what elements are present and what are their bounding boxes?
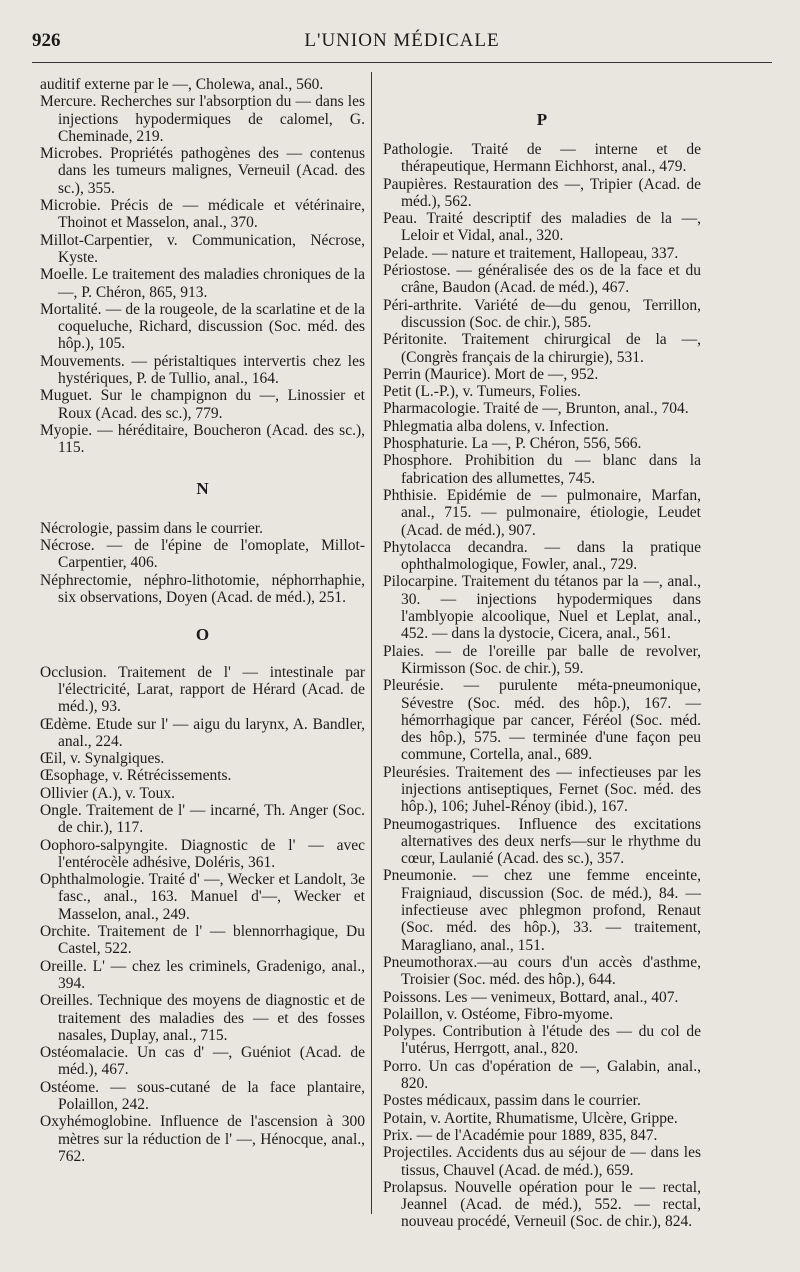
index-entry: Phytolacca decandra. — dans la pratique ophthalmologique, Fowler, anal., 729. bbox=[383, 538, 701, 574]
section-letter-p: P bbox=[536, 110, 548, 129]
index-entry: Plaies. — de l'oreille par balle de revolver, Kirmisson (Soc. de chir.), 59. bbox=[383, 642, 701, 677]
index-entry: Petit (L.-P.), v. Tumeurs, Folies. bbox=[383, 383, 581, 401]
index-entry: Pleurésies. Traitement des — infectieuses par les injections antiseptiques, Fernet (Soc. méd. des hôp.), 106; Juhel-Rénoy (ibid.), 167. bbox=[383, 763, 701, 816]
index-entry: Oophoro-salpyngite. Diagnostic de l' — avec l'entérocèle adhésive, Doléris, 361. bbox=[40, 836, 365, 871]
index-entry: Porro. Un cas d'opération de —, Galabin, anal., 820. bbox=[383, 1057, 701, 1093]
right-column bbox=[383, 141, 701, 1231]
index-entry: Pneumonie. — chez une femme enceinte, Fraigniaud, discussion (Soc. de méd.), 84. — infectieuse avec phlegmon profond, Renaut (Soc. méd. des hôp.), 33. — traitement, Maragliano, anal., 151. bbox=[383, 867, 701, 954]
index-entry: Pleurésie. — purulente méta-pneumonique, Sévestre (Soc. méd. des hôp.), 167. —hémorrhagique par cancer, Féréol (Soc. méd. des hôp.), 575. — terminée d'une façon peu commune, Cortella, anal., 689. bbox=[383, 677, 701, 764]
index-entry: Mortalité. — de la rougeole, de la scarlatine et de la coqueluche, Richard, discussion (Soc. méd. des hôp.), 105. bbox=[40, 300, 365, 353]
index-entry: Prix. — de l'Académie pour 1889, 835, 847. bbox=[383, 1126, 658, 1144]
index-entry: auditif externe par le —, Cholewa, anal., 560. bbox=[40, 76, 324, 93]
index-entry: Péri-arthrite. Variété de—du genou, Terrillon, discussion (Soc. de chir.), 585. bbox=[383, 296, 701, 331]
running-title: L'UNION MÉDICALE bbox=[304, 30, 500, 51]
index-entry: Myopie. — héréditaire, Boucheron (Acad. des sc.), 115. bbox=[40, 421, 365, 457]
index-entry: Mouvements. — péristaltiques intervertis chez les hystériques, P. de Tullio, anal., 164. bbox=[40, 352, 365, 388]
index-entry: Oreille. L' — chez les criminels, Gradenigo, anal., 394. bbox=[40, 957, 365, 992]
index-entry: Oxyhémoglobine. Influence de l'ascension à 300 mètres sur la réduction de l' —, Hénocque, anal., 762. bbox=[40, 1113, 365, 1165]
index-section-p bbox=[383, 141, 701, 1231]
index-entry: Œdème. Etude sur l' — aigu du larynx, A. Bandler, anal., 224. bbox=[40, 715, 365, 750]
index-entry: Pelade. — nature et traitement, Hallopeau, 337. bbox=[383, 244, 679, 262]
index-entry: Ongle. Traitement de l' — incarné, Th. Anger (Soc. de chir.), 117. bbox=[40, 801, 365, 837]
index-entry: Phthisie. Epidémie de — pulmonaire, Marfan, anal., 715. — pulmonaire, étiologie, Leudet (Acad. de méd.), 907. bbox=[383, 486, 701, 539]
index-entry: Mercure. Recherches sur l'absorption du — dans les injections hypodermiques de calomel, G. Cheminade, 219. bbox=[40, 93, 365, 145]
index-entry: Polaillon, v. Ostéome, Fibro-myome. bbox=[383, 1005, 614, 1023]
index-entry: Phosphaturie. La —, P. Chéron, 556, 566. bbox=[383, 435, 642, 453]
section-letter-n: N bbox=[196, 478, 209, 498]
index-entry: Néphrectomie, néphro-lithotomie, néphorrhaphie, six observations, Doyen (Acad. de méd.), 251. bbox=[40, 571, 365, 607]
index-entry: Occlusion. Traitement de l' — intestinale par l'électricité, Larat, rapport de Hérard (Acad. de méd.), 93. bbox=[40, 663, 365, 716]
index-entry: Œil, v. Synalgiques. bbox=[40, 750, 165, 768]
index-entry: Peau. Traité descriptif des maladies de la —, Leloir et Vidal, anal., 320. bbox=[383, 210, 701, 245]
index-entry: Perrin (Maurice). Mort de —, 952. bbox=[383, 365, 599, 383]
index-entry: Postes médicaux, passim dans le courrier. bbox=[383, 1092, 641, 1110]
index-entry: Paupières. Restauration des —, Tripier (Acad. de méd.), 562. bbox=[383, 175, 701, 210]
index-entry: Périostose. — généralisée des os de la face et du crâne, Baudon (Acad. de méd.), 467. bbox=[383, 262, 701, 297]
index-entry: Nécrologie, passim dans le courrier. bbox=[40, 519, 263, 537]
index-entry: Ostéome. — sous-cutané de la face plantaire, Polaillon, 242. bbox=[40, 1078, 365, 1114]
index-entry: Projectiles. Accidents dus au séjour de — dans les tissus, Chauvel (Acad. de méd.), 659. bbox=[383, 1144, 701, 1179]
index-entry: Microbes. Propriétés pathogènes des — contenus dans les tumeurs malignes, Verneuil (Acad. des sc.), 355. bbox=[40, 145, 365, 197]
index-entry: Pneumothorax.—au cours d'un accès d'asthme, Troisier (Soc. méd. des hôp.), 644. bbox=[383, 953, 701, 989]
index-entry: Orchite. Traitement de l' — blennorrhagique, Du Castel, 522. bbox=[40, 923, 365, 958]
index-entry: Phosphore. Prohibition du — blanc dans la fabrication des allumettes, 745. bbox=[383, 452, 701, 487]
index-entry: Moelle. Le traitement des maladies chroniques de la —, P. Chéron, 865, 913. bbox=[40, 266, 365, 301]
index-entry: Œsophage, v. Rétrécissements. bbox=[40, 767, 232, 785]
index-section-o bbox=[40, 664, 365, 1166]
header-rule bbox=[32, 62, 772, 63]
index-entry: Péritonite. Traitement chirurgical de la —, (Congrès français de la chirurgie), 531. bbox=[383, 331, 701, 366]
index-entry: Nécrose. — de l'épine de l'omoplate, Millot-Carpentier, 406. bbox=[40, 537, 365, 572]
page-header bbox=[32, 28, 772, 54]
index-entry: Pilocarpine. Traitement du tétanos par la —, anal., 30. — injections hypodermiques dans l'amblyopie alcoolique, Nuel et Leplat, anal., 452. — dans la dystocie, Cicera, anal., 561. bbox=[383, 573, 701, 643]
index-entry: Phlegmatia alba dolens, v. Infection. bbox=[383, 417, 609, 435]
index-entry: Microbie. Précis de — médicale et vétérinaire, Thoinot et Masselon, anal., 370. bbox=[40, 197, 365, 232]
index-entry: Pharmacologie. Traité de —, Brunton, anal., 704. bbox=[383, 400, 689, 418]
index-entry: Ollivier (A.), v. Toux. bbox=[40, 784, 175, 802]
index-entry: Millot-Carpentier, v. Communication, Nécrose, Kyste. bbox=[40, 231, 365, 266]
index-entry: Pathologie. Traité de — interne et de thérapeutique, Hermann Eichhorst, anal., 479. bbox=[383, 141, 701, 176]
index-entry: Poissons. Les — venimeux, Bottard, anal., 407. bbox=[383, 988, 679, 1006]
page-number: 926 bbox=[32, 30, 61, 51]
section-letter-o: O bbox=[195, 625, 210, 645]
left-column bbox=[40, 76, 365, 1165]
index-entry: Ophthalmologie. Traité d' —, Wecker et Landolt, 3e fasc., anal., 163. Manuel d'—, Wecker et Masselon, anal., 249. bbox=[40, 871, 365, 923]
column-divider bbox=[371, 72, 372, 1214]
index-entry: Ostéomalacie. Un cas d' —, Guéniot (Acad. de méd.), 467. bbox=[40, 1044, 365, 1079]
index-entry: Potain, v. Aortite, Rhumatisme, Ulcère, Grippe. bbox=[383, 1109, 678, 1127]
index-entry: Polypes. Contribution à l'étude des — du col de l'utérus, Herrgott, anal., 820. bbox=[383, 1023, 701, 1058]
index-entry: Prolapsus. Nouvelle opération pour le — rectal, Jeannel (Acad. de méd.), 552. — rectal, nouveau procédé, Verneuil (Soc. de chir.), 824. bbox=[383, 1178, 701, 1231]
index-entry: Oreilles. Technique des moyens de diagnostic et de traitement des maladies des — et des fosses nasales, Duplay, anal., 715. bbox=[40, 992, 365, 1044]
index-entry: Muguet. Sur le champignon du —, Linossier et Roux (Acad. des sc.), 779. bbox=[40, 387, 365, 422]
index-section-n bbox=[40, 520, 365, 606]
index-section-m bbox=[40, 76, 365, 457]
index-entry: Pneumogastriques. Influence des excitations alternatives des deux nerfs—sur le rhythme du cœur, Laulanié (Acad. des sc.), 357. bbox=[383, 815, 701, 868]
